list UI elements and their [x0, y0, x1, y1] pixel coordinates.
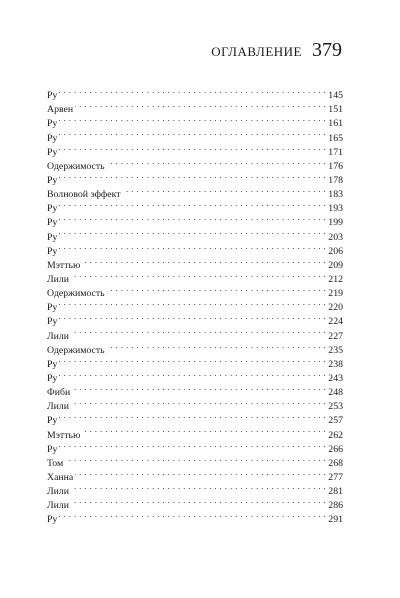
section-title: ОГЛАВЛЕНИЕ — [211, 44, 302, 59]
dot-leader — [59, 225, 326, 239]
dot-leader — [107, 282, 327, 296]
toc-entry-page: 151 — [328, 104, 343, 116]
toc-entry-page: 178 — [328, 174, 343, 186]
toc-entry-page: 262 — [328, 429, 343, 441]
table-of-contents — [47, 84, 343, 526]
dot-leader — [72, 381, 326, 395]
toc-entry-title: Фиби — [47, 387, 71, 399]
dot-leader — [123, 183, 327, 197]
dot-leader — [59, 296, 326, 310]
dot-leader — [107, 155, 327, 169]
dot-leader — [82, 423, 326, 437]
toc-entry-title: Ру — [47, 146, 58, 158]
dot-leader — [107, 339, 327, 353]
toc-entry-page: 291 — [328, 514, 343, 526]
toc-entry — [47, 339, 343, 356]
dot-leader — [59, 141, 326, 155]
toc-entry — [47, 324, 343, 342]
dot-leader — [71, 324, 326, 338]
toc-entry-page: 212 — [328, 273, 343, 285]
toc-entry — [47, 381, 343, 399]
toc-entry-title: Одержимость — [47, 160, 105, 172]
dot-leader — [59, 169, 326, 183]
toc-entry-title: Том — [47, 457, 64, 469]
toc-entry — [47, 155, 343, 172]
dot-leader — [59, 353, 326, 367]
toc-entry — [47, 466, 343, 483]
toc-entry-title: Лили — [47, 486, 70, 498]
toc-entry — [47, 508, 343, 526]
dot-leader — [59, 367, 326, 381]
dot-leader — [59, 508, 326, 522]
toc-entry-title: Арвен — [47, 104, 74, 116]
dot-leader — [59, 240, 326, 254]
dot-leader — [75, 98, 326, 112]
toc-entry — [47, 240, 343, 257]
toc-entry-title: Мэттью — [47, 429, 81, 441]
toc-entry — [47, 225, 343, 243]
toc-entry-page: 183 — [328, 189, 343, 201]
toc-entry-title: Ру — [47, 245, 58, 257]
toc-entry-page: 145 — [328, 90, 343, 102]
toc-entry — [47, 268, 343, 285]
toc-entry — [47, 480, 343, 498]
toc-entry — [47, 494, 343, 512]
dot-leader — [71, 268, 326, 282]
toc-entry — [47, 282, 343, 300]
toc-entry-title: Ру — [47, 443, 58, 455]
toc-entry — [47, 197, 343, 215]
toc-entry-title: Ру — [47, 203, 58, 215]
toc-entry-title: Одержимость — [47, 288, 105, 300]
toc-entry-title: Ру — [47, 132, 58, 144]
toc-entry-page: 248 — [328, 387, 343, 399]
toc-entry — [47, 353, 343, 370]
toc-entry-page: 257 — [328, 415, 343, 427]
toc-entry — [47, 438, 343, 455]
dot-leader — [59, 438, 326, 452]
toc-entry-page: 268 — [328, 457, 343, 469]
toc-entry-page: 277 — [328, 471, 343, 483]
toc-entry-page: 243 — [328, 372, 343, 384]
page-number: 379 — [312, 39, 342, 61]
toc-entry-title: Ру — [47, 372, 58, 384]
dot-leader — [71, 480, 326, 494]
toc-entry-title: Лили — [47, 330, 70, 342]
toc-entry-page: 193 — [328, 203, 343, 215]
toc-entry — [47, 169, 343, 186]
toc-entry — [47, 98, 343, 116]
toc-entry-title: Ру — [47, 118, 58, 130]
toc-entry-page: 176 — [328, 160, 343, 172]
toc-entry-title: Ру — [47, 217, 58, 229]
dot-leader — [71, 395, 326, 409]
toc-entry — [47, 423, 343, 441]
toc-entry-page: 266 — [328, 443, 343, 455]
toc-entry-page: 281 — [328, 486, 343, 498]
dot-leader — [82, 254, 326, 268]
toc-entry — [47, 183, 343, 201]
toc-entry-title: Волновой эффект — [47, 189, 121, 201]
toc-entry-title: Ру — [47, 174, 58, 186]
toc-entry-title: Одержимость — [47, 344, 105, 356]
toc-entry-title: Ру — [47, 231, 58, 243]
toc-entry — [47, 310, 343, 328]
toc-entry-title: Ру — [47, 514, 58, 526]
dot-leader — [59, 112, 326, 126]
toc-entry — [47, 409, 343, 427]
toc-entry-title: Ру — [47, 302, 58, 314]
dot-leader — [59, 197, 326, 211]
toc-entry-page: 286 — [328, 500, 343, 512]
toc-entry — [47, 395, 343, 413]
toc-entry-title: Мэттью — [47, 259, 81, 271]
toc-entry-page: 235 — [328, 344, 343, 356]
toc-entry-page: 224 — [328, 316, 343, 328]
toc-entry-title: Лили — [47, 273, 70, 285]
toc-entry-page: 165 — [328, 132, 343, 144]
toc-entry — [47, 126, 343, 144]
toc-entry-title: Лили — [47, 500, 70, 512]
dot-leader — [59, 310, 326, 324]
toc-entry-title: Ру — [47, 90, 58, 102]
toc-entry-title: Ханна — [47, 471, 74, 483]
toc-entry-page: 206 — [328, 245, 343, 257]
toc-entry-page: 199 — [328, 217, 343, 229]
toc-entry — [47, 112, 343, 130]
toc-entry-page: 219 — [328, 288, 343, 300]
toc-entry — [47, 84, 343, 102]
toc-entry-page: 220 — [328, 302, 343, 314]
toc-entry — [47, 211, 343, 229]
toc-entry — [47, 141, 343, 158]
toc-entry — [47, 452, 343, 469]
dot-leader — [75, 466, 326, 480]
toc-entry — [47, 254, 343, 271]
dot-leader — [59, 211, 326, 225]
toc-entry-page: 253 — [328, 401, 343, 413]
dot-leader — [59, 84, 326, 98]
toc-entry-title: Ру — [47, 415, 58, 427]
toc-entry-page: 203 — [328, 231, 343, 243]
toc-entry-page: 171 — [328, 146, 343, 158]
dot-leader — [71, 494, 326, 508]
toc-entry-title: Лили — [47, 401, 70, 413]
toc-entry-page: 209 — [328, 259, 343, 271]
toc-entry-title: Ру — [47, 358, 58, 370]
dot-leader — [65, 452, 326, 466]
dot-leader — [59, 126, 326, 140]
running-header — [211, 40, 342, 60]
toc-entry — [47, 367, 343, 384]
toc-entry-page: 161 — [328, 118, 343, 130]
toc-entry — [47, 296, 343, 314]
toc-entry-page: 238 — [328, 358, 343, 370]
toc-entry-title: Ру — [47, 316, 58, 328]
toc-entry-page: 227 — [328, 330, 343, 342]
dot-leader — [59, 409, 326, 423]
